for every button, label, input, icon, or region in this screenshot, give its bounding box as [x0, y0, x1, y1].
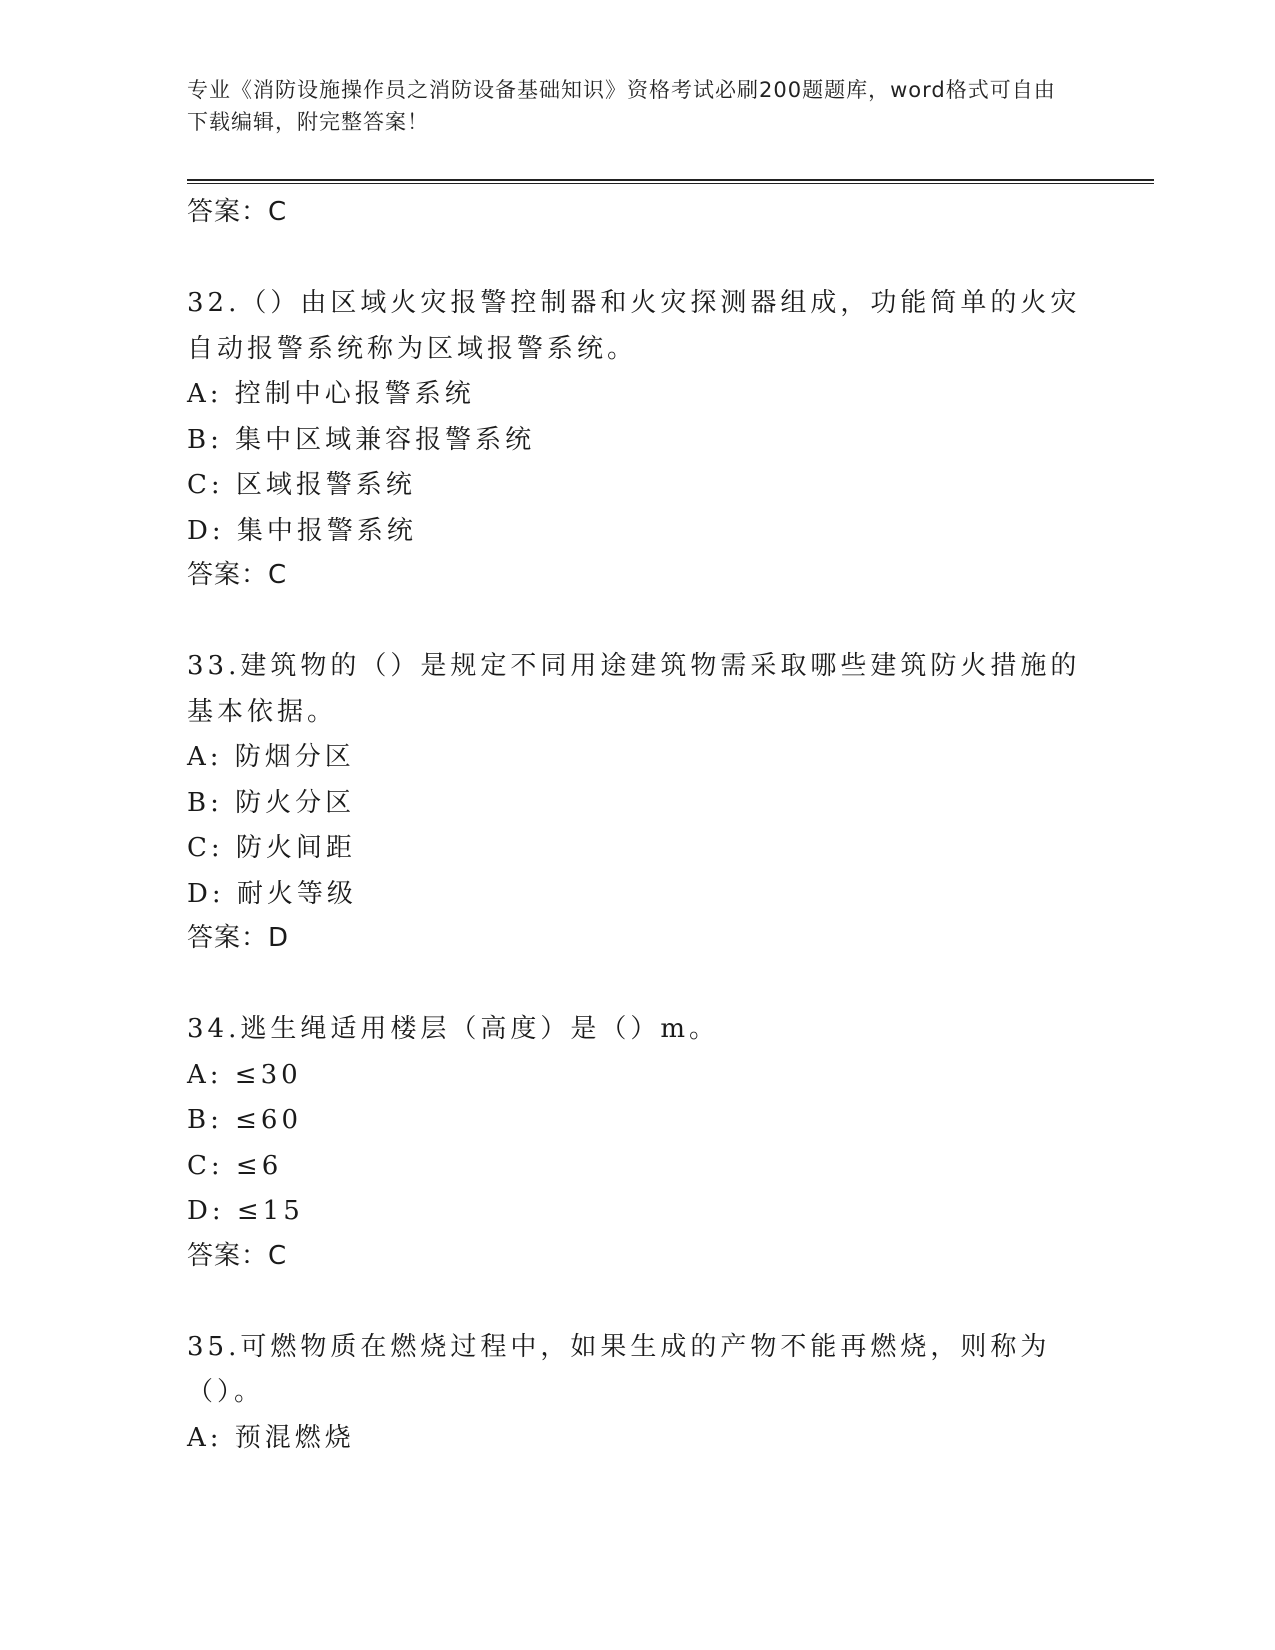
- answer-line: 答案：C: [187, 197, 288, 227]
- option-d: D: 集中报警系统: [187, 515, 417, 546]
- header-divider: [187, 179, 1154, 184]
- option-b: B: ≤60: [187, 1105, 302, 1135]
- option-c: C: 防火间距: [187, 833, 356, 863]
- option-a: A: 预混燃烧: [187, 1422, 355, 1453]
- question-block: [187, 1007, 1087, 1277]
- answer-line: 答案：D: [187, 923, 290, 953]
- question-block: [187, 281, 1087, 596]
- option-d: D: 耐火等级: [187, 878, 357, 909]
- question-block: [187, 644, 1087, 959]
- document-header: 专业《消防设施操作员之消防设备基础知识》资格考试必刷200题题库，word格式可自由下载编辑，附完整答案！: [187, 78, 1056, 134]
- option-a: A: ≤30: [187, 1059, 302, 1090]
- option-a: A: 控制中心报警系统: [187, 379, 475, 409]
- option-b: B: 防火分区: [187, 787, 356, 818]
- question-text: 32.（）由区域火灾报警控制器和火灾探测器组成，功能简单的火灾自动报警系统称为区域报警系统。: [187, 288, 1081, 364]
- option-d: D: ≤15: [187, 1196, 304, 1226]
- question-block: [187, 1325, 1087, 1462]
- answer-line: 答案：C: [187, 1240, 288, 1271]
- question-list: [187, 191, 1087, 1461]
- answer-line: 答案：C: [187, 560, 288, 590]
- question-text: 33.建筑物的（）是规定不同用途建筑物需采取哪些建筑防火措施的基本依据。: [187, 651, 1081, 727]
- question-text: 35.可燃物质在燃烧过程中，如果生成的产物不能再燃烧，则称为（）。: [187, 1331, 1051, 1407]
- option-b: B: 集中区域兼容报警系统: [187, 424, 536, 455]
- question-text: 34.逃生绳适用楼层（高度）是（）m。: [187, 1014, 720, 1044]
- option-c: C: 区域报警系统: [187, 470, 416, 500]
- option-c: C: ≤6: [187, 1150, 283, 1181]
- option-a: A: 防烟分区: [187, 742, 355, 772]
